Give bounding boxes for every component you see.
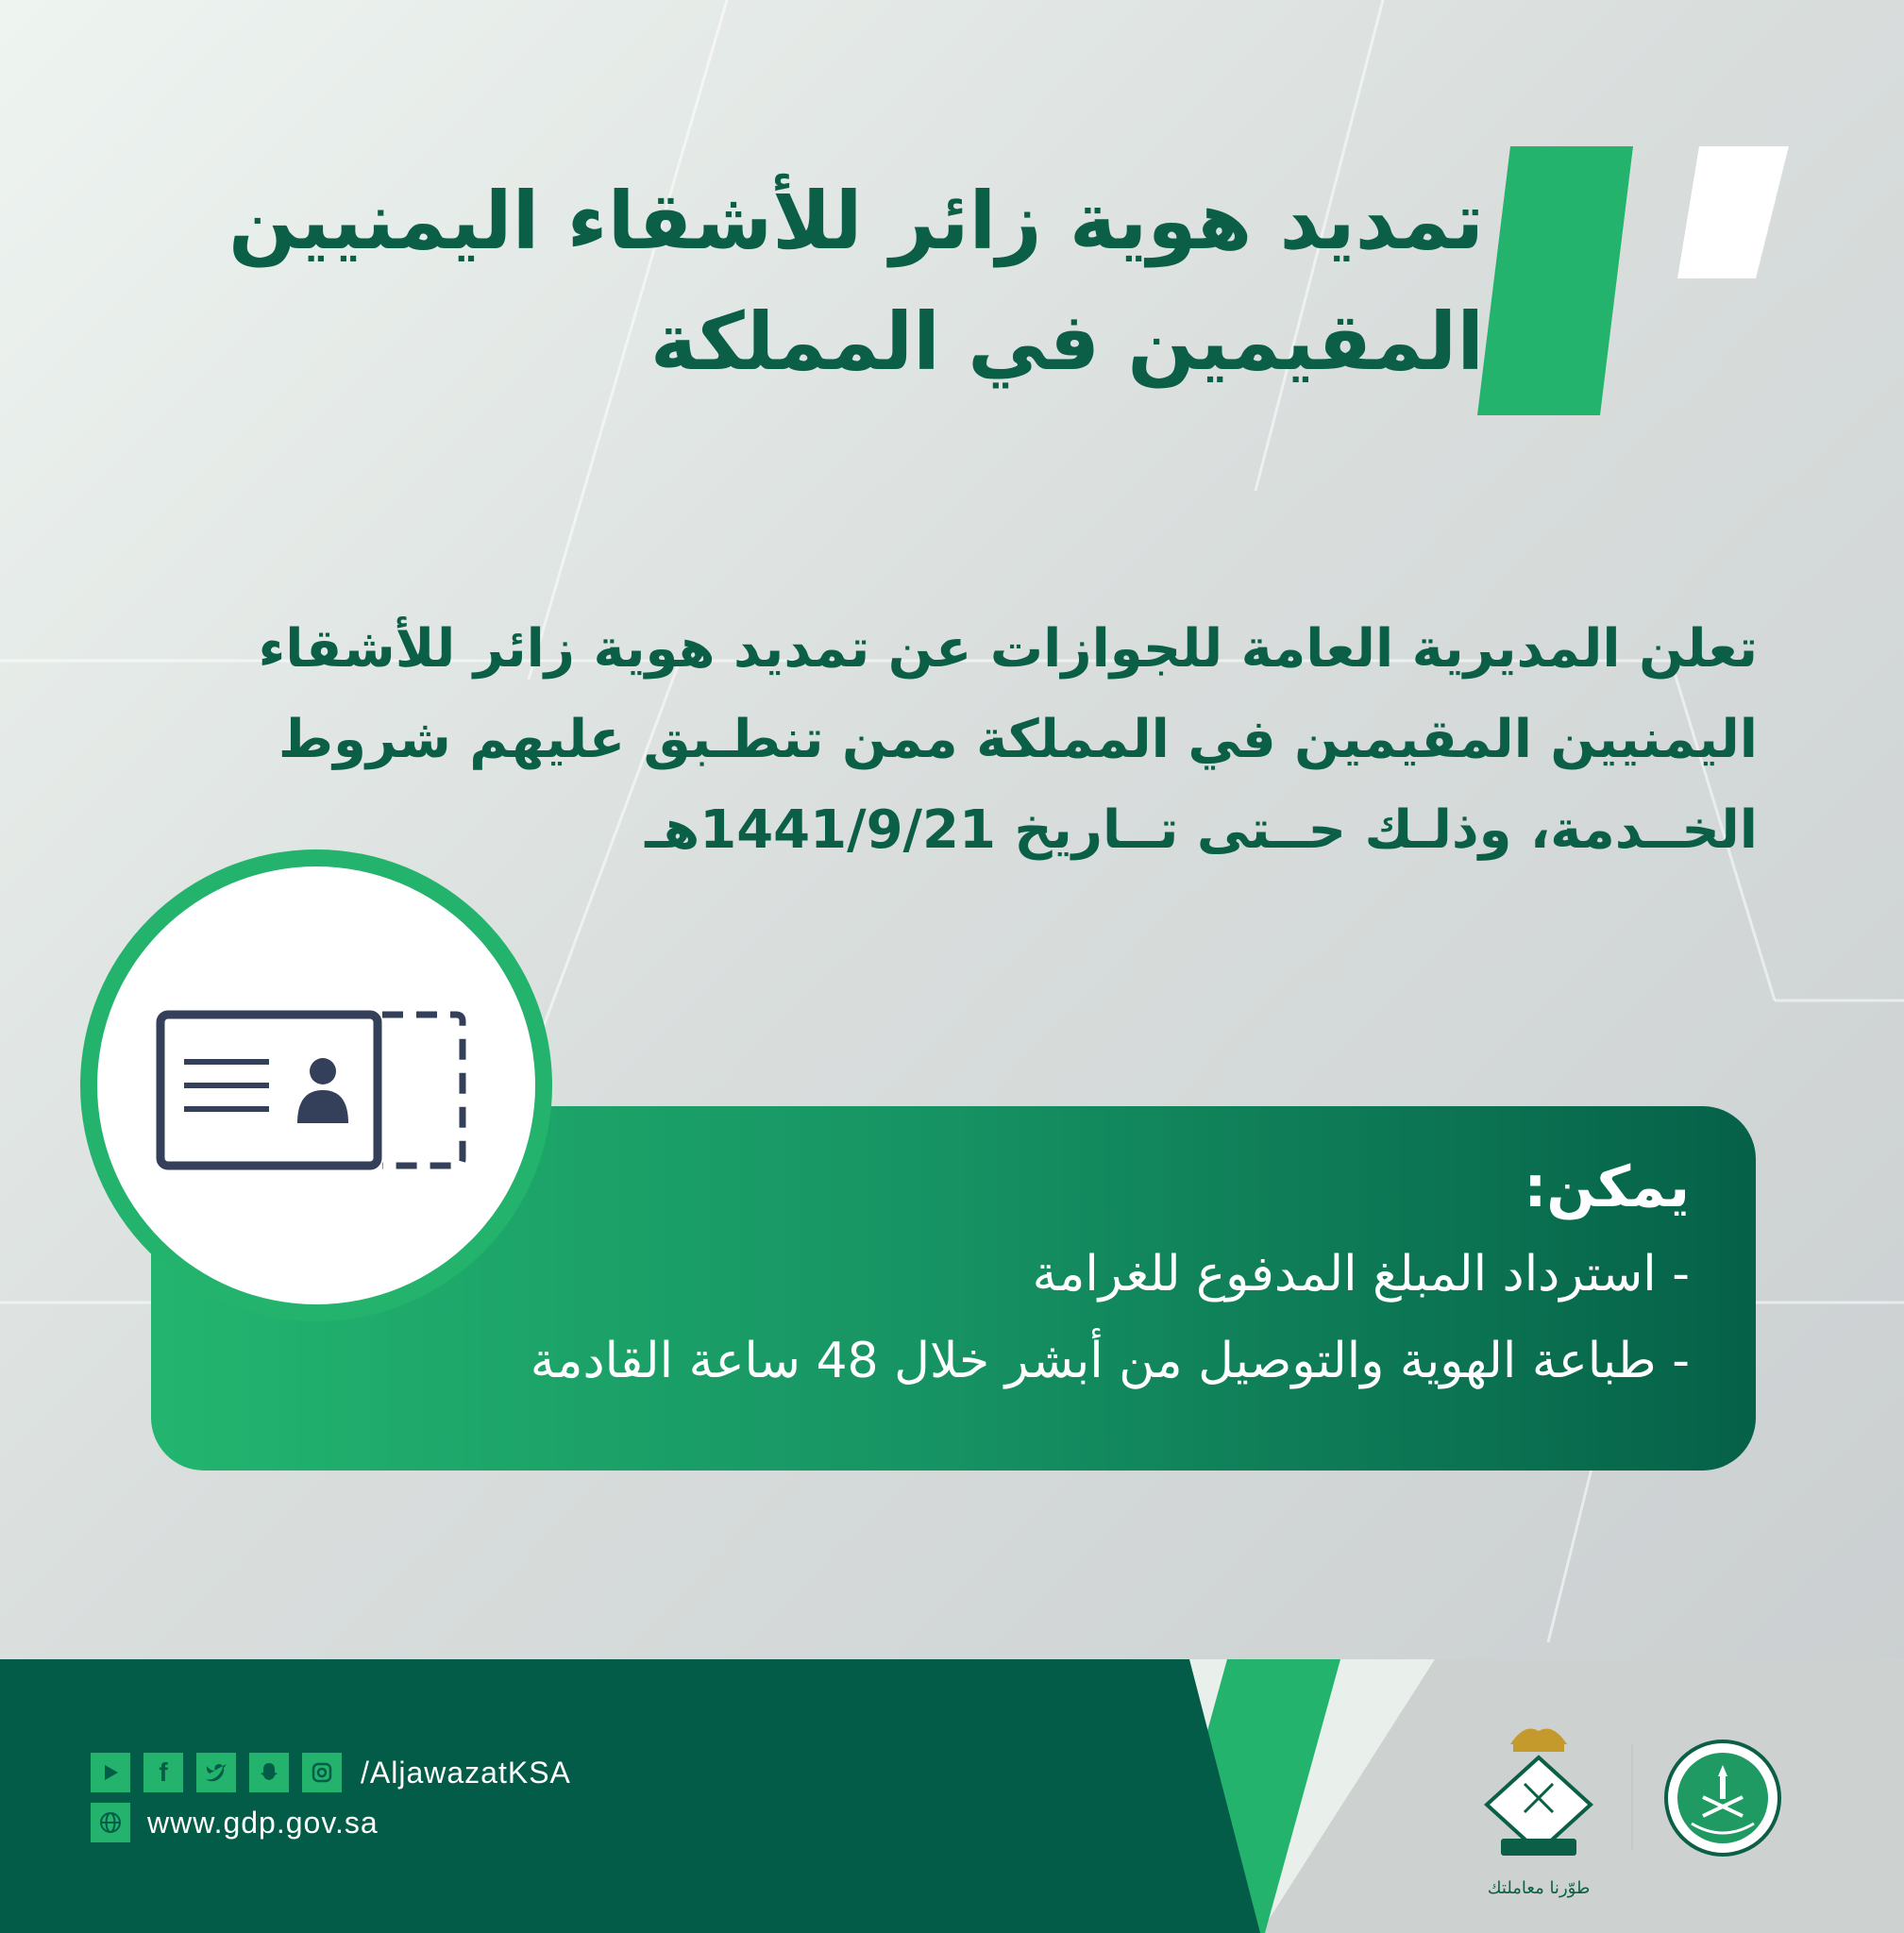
social-handle[interactable]: /AljawazatKSA: [361, 1755, 571, 1790]
globe-icon: [91, 1803, 130, 1842]
instagram-icon[interactable]: [302, 1753, 342, 1792]
website-url[interactable]: www.gdp.gov.sa: [147, 1805, 379, 1840]
social-links: [91, 1753, 571, 1792]
announcement-text: [134, 604, 1758, 876]
benefit-item-print-delivery: - طباعة الهوية والتوصيل من أبشر خلال 48 ساعة القادمة: [530, 1333, 1690, 1389]
page-title: [162, 160, 1484, 402]
announcement-line-2: اليمنيين المقيمين في المملكة ممن تنطـبق عليهم شروط: [278, 709, 1758, 770]
snapchat-icon[interactable]: [249, 1753, 289, 1792]
title-line-2: المقيمين في المملكة: [649, 295, 1484, 388]
slogan: طوّرنا معاملتك: [1487, 1878, 1591, 1898]
youtube-icon[interactable]: [91, 1753, 130, 1792]
logo-divider: [1631, 1744, 1633, 1850]
passports-logo: [1468, 1718, 1609, 1878]
website-link: [91, 1803, 379, 1842]
twitter-icon[interactable]: [196, 1753, 236, 1792]
white-slash: [1677, 146, 1789, 278]
benefit-item-refund: - استرداد المبلغ المدفوع للغرامة: [1032, 1246, 1690, 1303]
benefits-heading: يمكن:: [1524, 1154, 1690, 1220]
id-card-badge: [80, 849, 552, 1321]
facebook-icon[interactable]: f: [143, 1753, 183, 1792]
ministry-emblem: [1663, 1739, 1782, 1857]
announcement-line-1: تعلن المديرية العامة للجوازات عن تمديد هوية زائر للأشقاء: [258, 618, 1758, 680]
title-line-1: تمديد هوية زائر للأشقاء اليمنيين: [227, 175, 1484, 267]
id-card-icon: [156, 949, 477, 1222]
announcement-line-3: الخــدمة، وذلـك حــتى تــاريخ 1441/9/21هـ: [645, 799, 1758, 861]
